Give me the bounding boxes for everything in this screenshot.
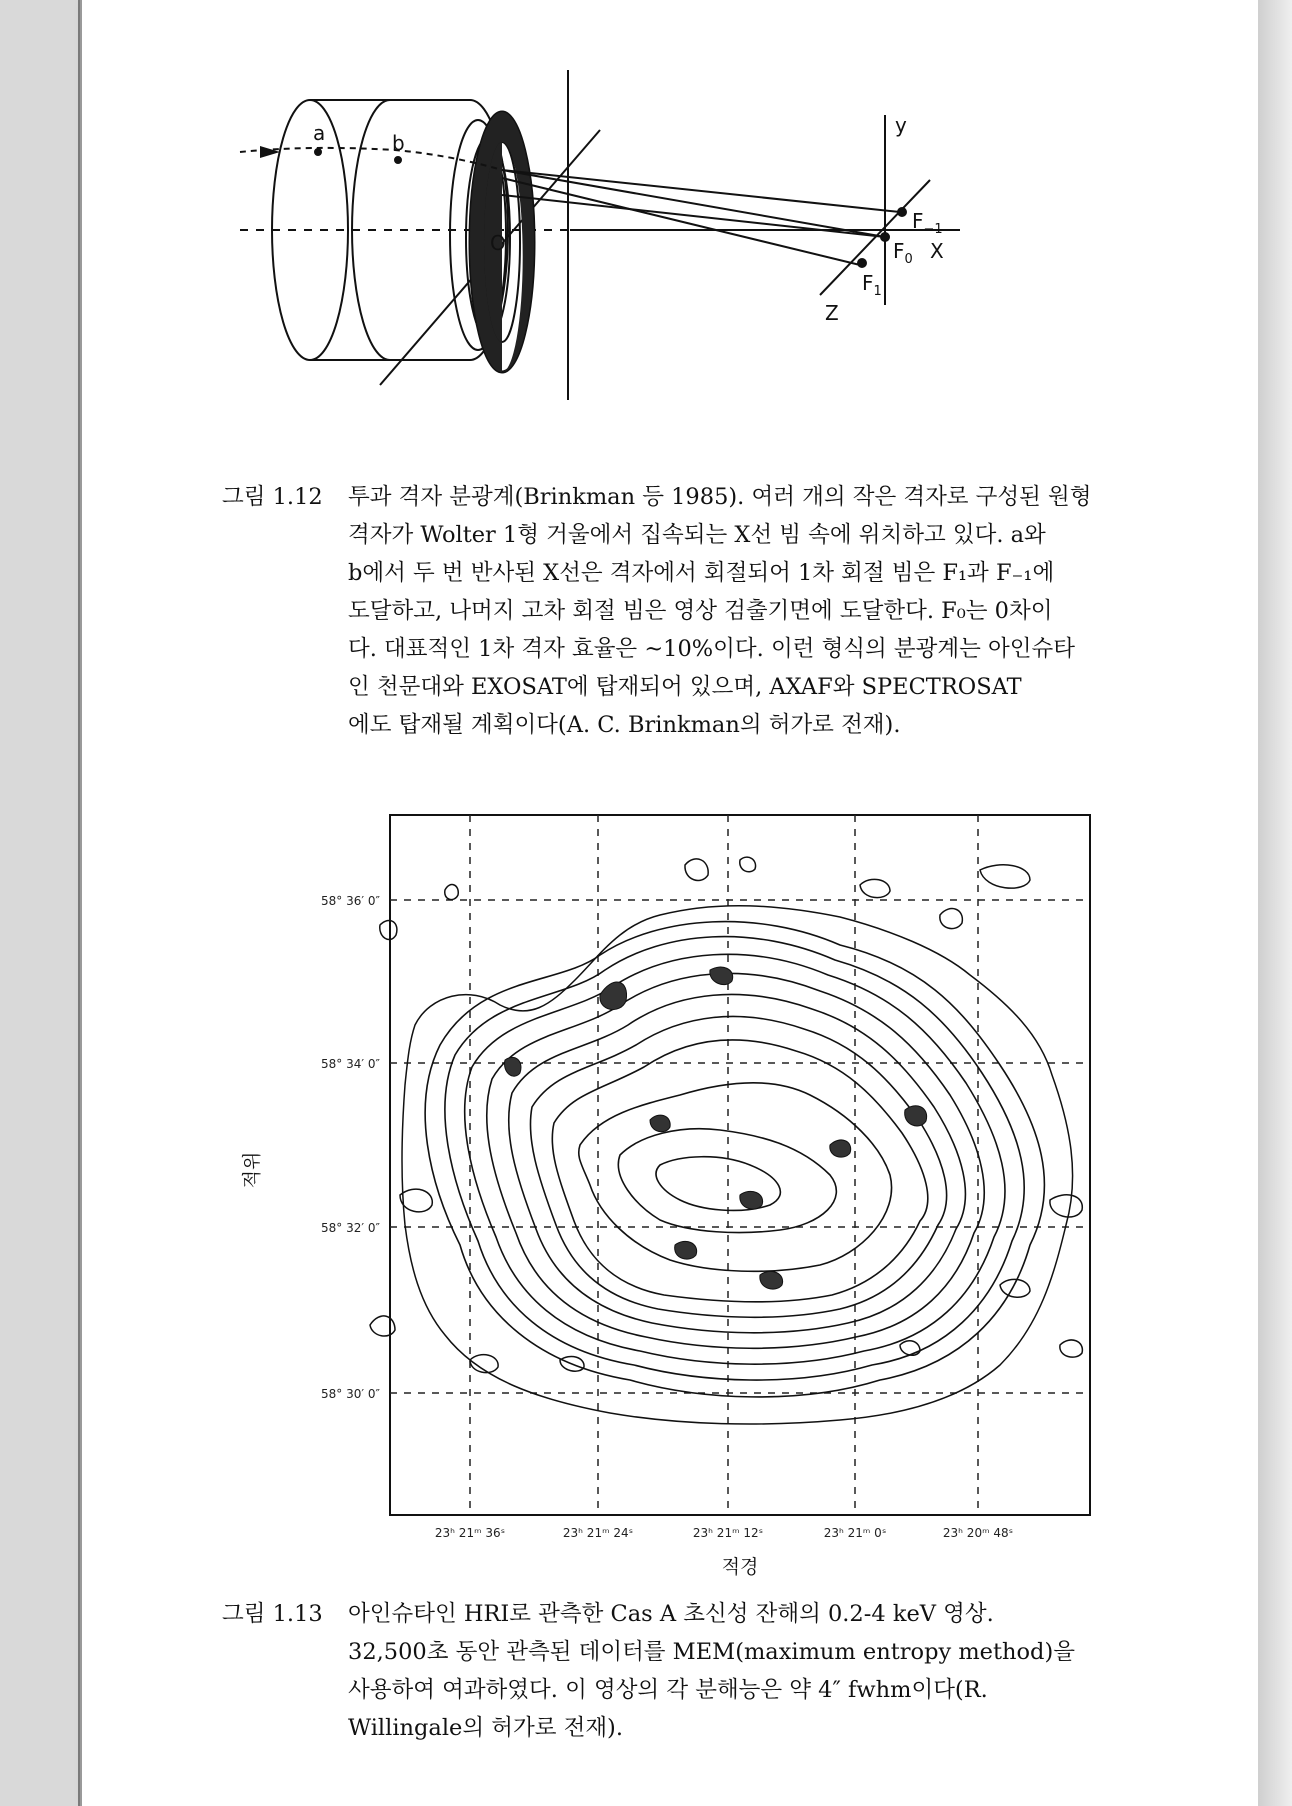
y-tick-label: 58° 32′ 0″	[320, 1221, 380, 1235]
incoming-ray-arrowhead	[260, 146, 280, 158]
x-tick-label: 23ʰ 20ᵐ 48ˢ	[942, 1526, 1014, 1540]
focus-f1	[858, 259, 866, 267]
label-a: a	[313, 121, 326, 145]
y-tick-label: 58° 30′ 0″	[320, 1387, 380, 1401]
x-axis-title: 적경	[721, 1556, 759, 1578]
x-tick-label: 23ʰ 21ᵐ 24ˢ	[562, 1526, 634, 1540]
label-f1: $F_1$	[862, 271, 882, 299]
caption-line: 도달하고, 나머지 고차 회절 빔은 영상 검출기면에 도달한다. F₀는 0차이	[348, 598, 1053, 624]
caption-label-1-13: 그림 1.13	[222, 1601, 323, 1627]
caption-line: Willingale의 허가로 전재).	[348, 1715, 623, 1741]
label-y: y	[895, 113, 907, 137]
label-b: b	[392, 131, 405, 155]
figure-1-13-contour-map	[240, 805, 1120, 1585]
y-axis-title: 적위	[241, 1151, 263, 1189]
caption-line: 격자가 Wolter 1형 거울에서 집속되는 X선 빔 속에 위치하고 있다. a와	[348, 522, 1046, 548]
focus-f0	[881, 233, 889, 241]
caption-line: b에서 두 번 반사된 X선은 격자에서 회절되어 1차 회절 빔은 F₁과 F₋₁에	[348, 560, 1055, 586]
y-tick-label: 58° 34′ 0″	[320, 1057, 380, 1071]
caption-line: 아인슈타인 HRI로 관측한 Cas A 초신성 잔해의 0.2-4 keV 영상.	[348, 1601, 994, 1627]
label-f0: $F_0$	[893, 239, 913, 267]
map-frame	[390, 815, 1090, 1515]
caption-line: 인 천문대와 EXOSAT에 탑재되어 있으며, AXAF와 SPECTROSAT	[348, 674, 1022, 700]
reflection-point-b	[395, 157, 401, 163]
intensity-peaks	[505, 967, 927, 1289]
reflection-point-a	[315, 149, 321, 155]
x-tick-label: 23ʰ 21ᵐ 36ˢ	[434, 1526, 506, 1540]
label-o: O	[490, 231, 506, 255]
x-tick-label: 23ʰ 21ᵐ 12ˢ	[692, 1526, 764, 1540]
map-grid	[390, 815, 1090, 1515]
caption-line: 사용하여 여과하였다. 이 영상의 각 분해능은 약 4″ fwhm이다(R.	[348, 1677, 988, 1703]
caption-line: 투과 격자 분광계(Brinkman 등 1985). 여러 개의 작은 격자로 구성된 원형	[348, 484, 1092, 510]
label-x: X	[930, 239, 944, 263]
caption-label-1-12: 그림 1.12	[222, 484, 323, 510]
caption-line: 32,500초 동안 관측된 데이터를 MEM(maximum entropy method)을	[348, 1639, 1075, 1665]
ray-to-f1	[502, 178, 860, 265]
caption-line: 다. 대표적인 1차 격자 효율은 ~10%이다. 이런 형식의 분광계는 아인슈타	[348, 636, 1075, 662]
focal-z-axis	[820, 180, 930, 295]
page-shadow	[1258, 0, 1292, 1806]
label-f-minus1: $F_{-1}$	[912, 209, 943, 237]
label-z: Z	[825, 301, 839, 325]
caption-line: 에도 탑재될 계획이다(A. C. Brinkman의 허가로 전재).	[348, 712, 901, 738]
figure-1-12-diagram	[240, 70, 1120, 450]
y-tick-label: 58° 36′ 0″	[320, 894, 380, 908]
figure-1-13-caption	[222, 1595, 1122, 1755]
outer-contours	[370, 857, 1082, 1424]
x-tick-label: 23ʰ 21ᵐ 0ˢ	[823, 1526, 887, 1540]
focus-f-minus1	[898, 208, 906, 216]
remnant-contours	[425, 922, 1044, 1397]
figure-1-12-caption	[222, 478, 1122, 748]
